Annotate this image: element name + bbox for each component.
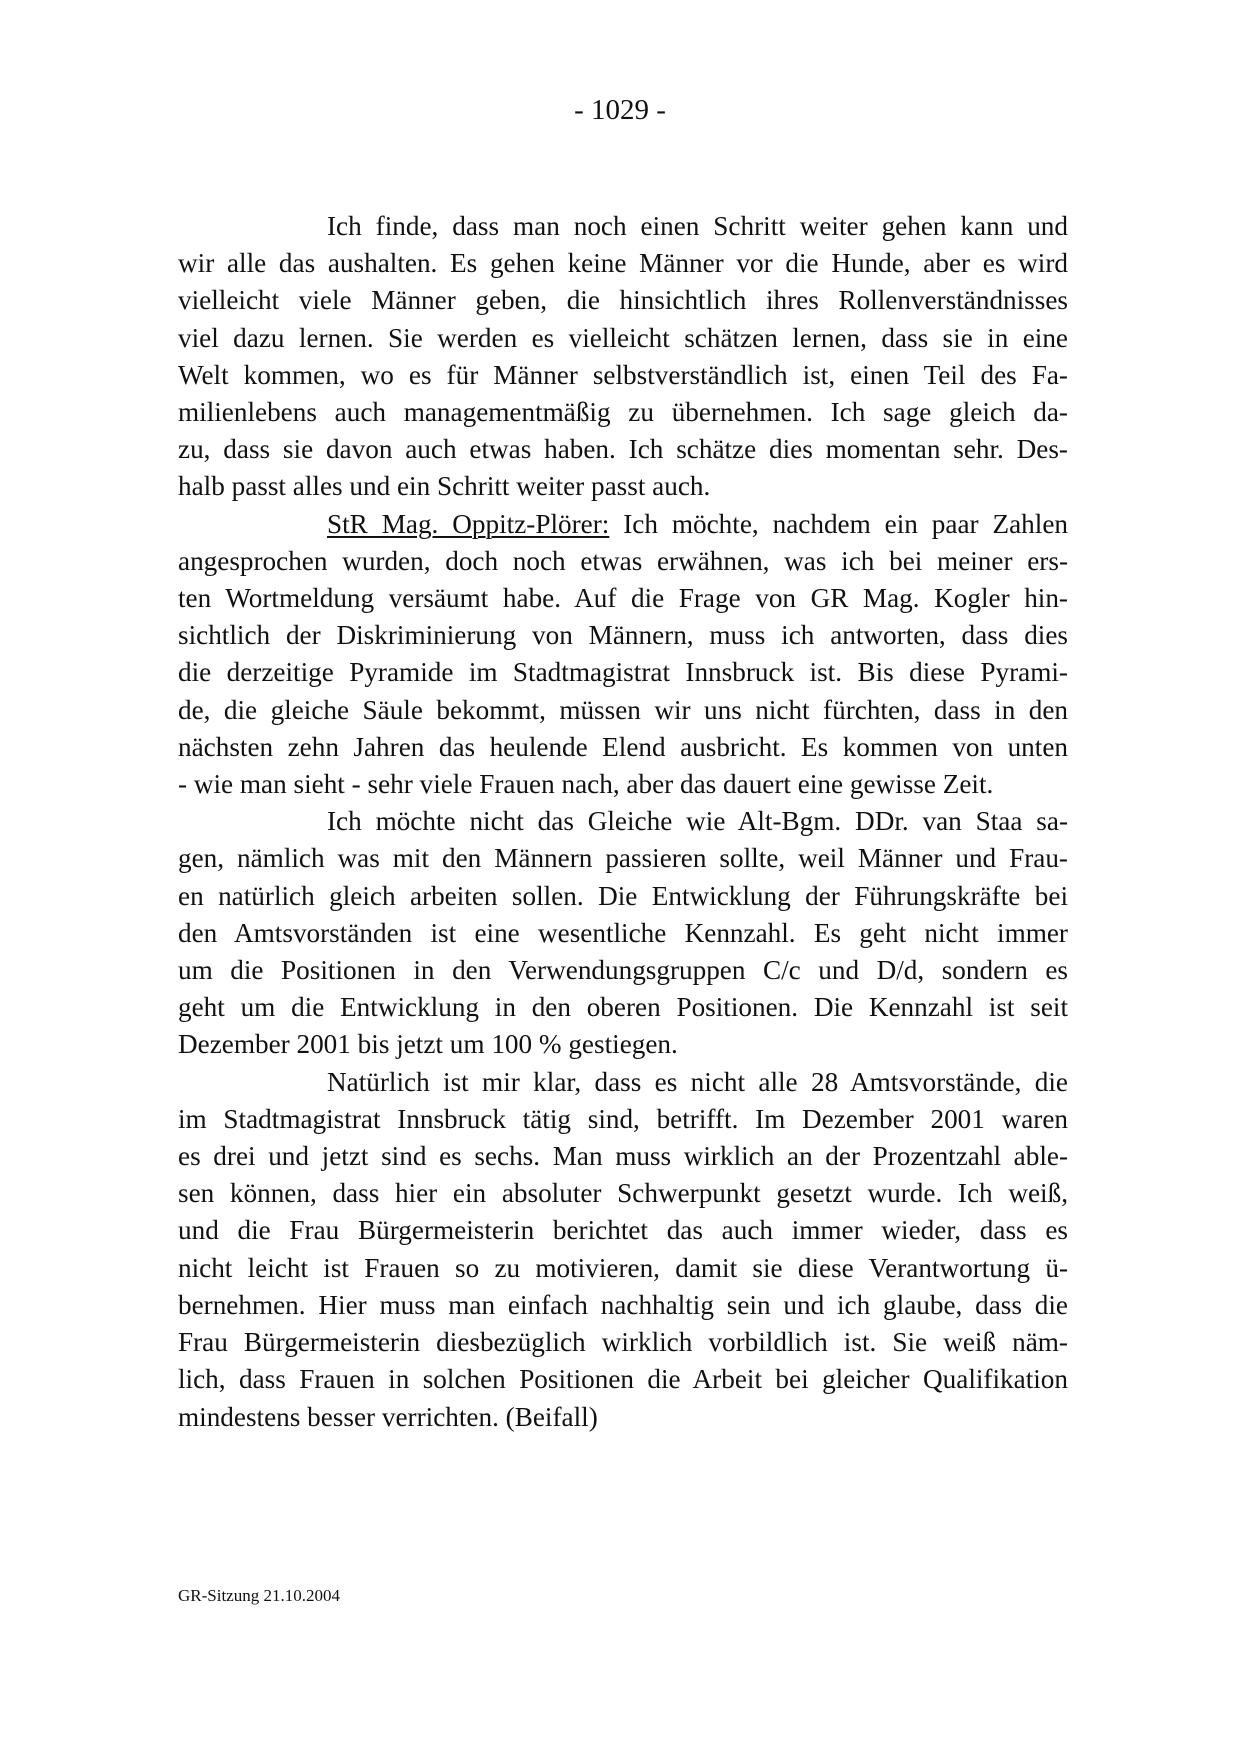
- speaker-name: StR Mag. Oppitz-Plörer:: [327, 508, 610, 539]
- paragraph-3-line-7: Dezember 2001 bis jetzt um 100 % gestiegen.: [178, 1029, 678, 1060]
- paragraph-3-line-4: den Amtsvorständen ist eine wesentliche Kennzahl. Es geht nicht immer: [178, 917, 1068, 948]
- paragraph-2-line-7: nächsten zehn Jahren das heulende Elend ausbricht. Es kommen von unten: [178, 731, 1068, 762]
- paragraph-2-first-line-text: Ich möchte, nachdem ein paar Zahlen: [609, 508, 1068, 539]
- paragraph-3-line-3: en natürlich gleich arbeiten sollen. Die Entwicklung der Führungskräfte bei: [178, 880, 1068, 911]
- paragraph-4-line-3: es drei und jetzt sind es sechs. Man muss wirklich an der Prozentzahl able-: [178, 1141, 1068, 1172]
- paragraph-1-line-4: viel dazu lernen. Sie werden es vielleicht schätzen lernen, dass sie in eine: [178, 322, 1068, 353]
- paragraph-2-line-8: - wie man sieht - sehr viele Frauen nach, aber das dauert eine gewisse Zeit.: [178, 769, 994, 800]
- paragraph-4-line-4: sen können, dass hier ein absoluter Schwerpunkt gesetzt wurde. Ich weiß,: [178, 1178, 1068, 1209]
- paragraph-4-line-1: Natürlich ist mir klar, dass es nicht alle 28 Amtsvorstände, die: [327, 1066, 1068, 1097]
- paragraph-2-line-4: sichtlich der Diskriminierung von Männern, muss ich antworten, dass dies: [178, 620, 1068, 651]
- paragraph-4-line-10: mindestens besser verrichten. (Beifall): [178, 1401, 598, 1432]
- paragraph-4-line-2: im Stadtmagistrat Innsbruck tätig sind, betrifft. Im Dezember 2001 waren: [178, 1103, 1068, 1134]
- paragraph-2-line-2: angesprochen wurden, doch noch etwas erwähnen, was ich bei meiner ers-: [178, 545, 1068, 576]
- paragraph-1-line-8: halb passt alles und ein Schritt weiter passt auch.: [178, 471, 711, 502]
- paragraph-1-line-3: vielleicht viele Männer geben, die hinsichtlich ihres Rollenverständnisses: [178, 285, 1068, 316]
- paragraph-1-line-7: zu, dass sie davon auch etwas haben. Ich schätze dies momentan sehr. Des-: [178, 434, 1068, 465]
- paragraph-1-line-5: Welt kommen, wo es für Männer selbstverständlich ist, einen Teil des Fa-: [178, 359, 1068, 390]
- paragraph-1-line-1: Ich finde, dass man noch einen Schritt weiter gehen kann und: [327, 211, 1068, 241]
- page-number: - 1029 -: [574, 94, 666, 126]
- paragraph-2-line-5: die derzeitige Pyramide im Stadtmagistrat Innsbruck ist. Bis diese Pyrami-: [178, 657, 1068, 688]
- paragraph-4-line-9: lich, dass Frauen in solchen Positionen die Arbeit bei gleicher Qualifikation: [178, 1364, 1068, 1395]
- footer-session-date: GR-Sitzung 21.10.2004: [178, 1586, 340, 1605]
- paragraph-3-line-5: um die Positionen in den Verwendungsgruppen C/c und D/d, sondern es: [178, 955, 1068, 986]
- paragraph-3-line-1: Ich möchte nicht das Gleiche wie Alt-Bgm. DDr. van Staa sa-: [327, 806, 1068, 837]
- paragraph-4-line-6: nicht leicht ist Frauen so zu motivieren, damit sie diese Verantwortung ü-: [178, 1252, 1068, 1283]
- paragraph-4-line-8: Frau Bürgermeisterin diesbezüglich wirklich vorbildlich ist. Sie weiß näm-: [178, 1327, 1068, 1358]
- paragraph-2-line-6: de, die gleiche Säule bekommt, müssen wir uns nicht fürchten, dass in den: [178, 694, 1068, 725]
- paragraph-3-line-2: gen, nämlich was mit den Männern passieren sollte, weil Männer und Frau-: [178, 843, 1068, 874]
- document-body: [178, 208, 1068, 1436]
- paragraph-2-line-3: ten Wortmeldung versäumt habe. Auf die Frage von GR Mag. Kogler hin-: [178, 583, 1068, 614]
- paragraph-4-line-7: bernehmen. Hier muss man einfach nachhaltig sein und ich glaube, dass die: [178, 1289, 1068, 1320]
- paragraph-1-line-2: wir alle das aushalten. Es gehen keine Männer vor die Hunde, aber es wird: [178, 248, 1068, 279]
- paragraph-3-line-6: geht um die Entwicklung in den oberen Positionen. Die Kennzahl ist seit: [178, 992, 1068, 1023]
- paragraph-1-line-6: milienlebens auch managementmäßig zu übernehmen. Ich sage gleich da-: [178, 397, 1068, 428]
- paragraph-2-line-1: [178, 506, 1068, 543]
- paragraph-4-line-5: und die Frau Bürgermeisterin berichtet das auch immer wieder, dass es: [178, 1215, 1068, 1246]
